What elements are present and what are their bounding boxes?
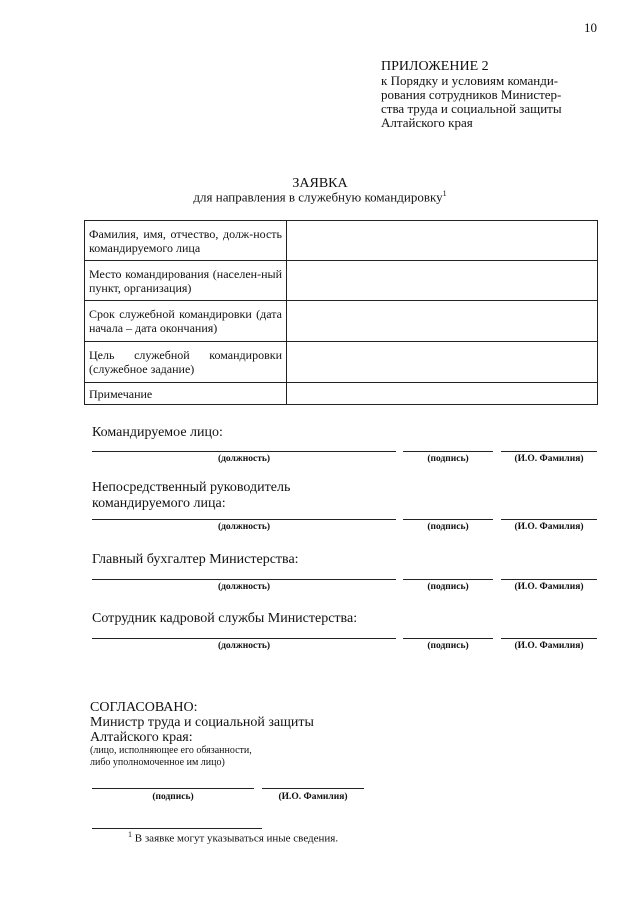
row-value-field[interactable] [287, 221, 598, 261]
row-value-field[interactable] [287, 301, 598, 342]
footnote-separator [92, 828, 262, 829]
footnote-mark: 1 [128, 830, 132, 839]
signature-line[interactable] [403, 519, 493, 520]
signature-section-label: Сотрудник кадровой службы Министерства: [92, 611, 358, 626]
agreed-note: (лицо, исполняющее его обязанности, [90, 745, 252, 756]
table-row [85, 221, 598, 261]
document-subtitle-text: для направления в служебную командировку [193, 189, 443, 205]
name-line[interactable] [501, 638, 597, 639]
signature-caption: (подпись) [427, 454, 469, 464]
signature-line[interactable] [403, 451, 493, 452]
document-subtitle [0, 189, 640, 205]
signature-section-label: Непосредственный руководитель [92, 480, 291, 495]
position-line[interactable] [92, 451, 396, 452]
position-caption: (должность) [217, 641, 271, 651]
signature-caption: (подпись) [427, 582, 469, 592]
row-value-field[interactable] [287, 342, 598, 383]
footnote-ref: 1 [442, 189, 447, 198]
name-caption: (И.О. Фамилия) [514, 582, 584, 592]
appendix-title: ПРИЛОЖЕНИЕ 2 [381, 59, 489, 74]
signature-line[interactable] [403, 579, 493, 580]
position-line[interactable] [92, 638, 396, 639]
agreed-heading: СОГЛАСОВАНО: [90, 700, 198, 715]
row-value-field[interactable] [287, 261, 598, 301]
request-table [84, 220, 598, 405]
agreed-note: либо уполномоченное им лицо) [90, 757, 225, 768]
row-label: Место командирования (населен-ный пункт, организация) [85, 261, 287, 301]
name-caption: (И.О. Фамилия) [514, 641, 584, 651]
name-line[interactable] [501, 451, 597, 452]
appendix-header [381, 60, 603, 130]
position-caption: (должность) [217, 454, 271, 464]
appendix-line: к Порядку и условиям команди- [381, 73, 559, 88]
appendix-line: Алтайского края [381, 115, 473, 130]
agreed-line: Алтайского края: [90, 730, 193, 745]
signature-section-label: Командируемое лицо: [92, 425, 223, 440]
agreed-name-caption: (И.О. Фамилия) [278, 792, 348, 802]
table-row [85, 301, 598, 342]
appendix-line: ства труда и социальной защиты [381, 101, 562, 116]
name-caption: (И.О. Фамилия) [514, 522, 584, 532]
appendix-line: рования сотрудников Министер- [381, 87, 562, 102]
row-label: Срок служебной командировки (дата начала – дата окончания) [85, 301, 287, 342]
agreed-signature-caption: (подпись) [152, 792, 194, 802]
table-row [85, 342, 598, 383]
table-row [85, 383, 598, 405]
agreed-name-line[interactable] [262, 788, 364, 789]
document-title: ЗАЯВКА [292, 176, 348, 191]
footnote [128, 830, 338, 845]
row-value-field[interactable] [287, 383, 598, 405]
position-line[interactable] [92, 579, 396, 580]
page-number: 10 [584, 20, 597, 35]
signature-caption: (подпись) [427, 641, 469, 651]
row-label: Примечание [85, 383, 287, 405]
row-label: Фамилия, имя, отчество, долж-ность командируемого лица [85, 221, 287, 261]
signature-section-label: Главный бухгалтер Министерства: [92, 552, 299, 567]
position-line[interactable] [92, 519, 396, 520]
position-caption: (должность) [217, 522, 271, 532]
name-caption: (И.О. Фамилия) [514, 454, 584, 464]
position-caption: (должность) [217, 582, 271, 592]
name-line[interactable] [501, 519, 597, 520]
agreed-signature-line[interactable] [92, 788, 254, 789]
agreed-block [90, 700, 314, 769]
agreed-line: Министр труда и социальной защиты [90, 715, 314, 730]
table-row [85, 261, 598, 301]
name-line[interactable] [501, 579, 597, 580]
signature-caption: (подпись) [427, 522, 469, 532]
row-label: Цель служебной командировки (служебное задание) [85, 342, 287, 383]
footnote-text: В заявке могут указываться иные сведения. [134, 832, 339, 845]
signature-section-label: командируемого лица: [92, 496, 226, 511]
signature-line[interactable] [403, 638, 493, 639]
